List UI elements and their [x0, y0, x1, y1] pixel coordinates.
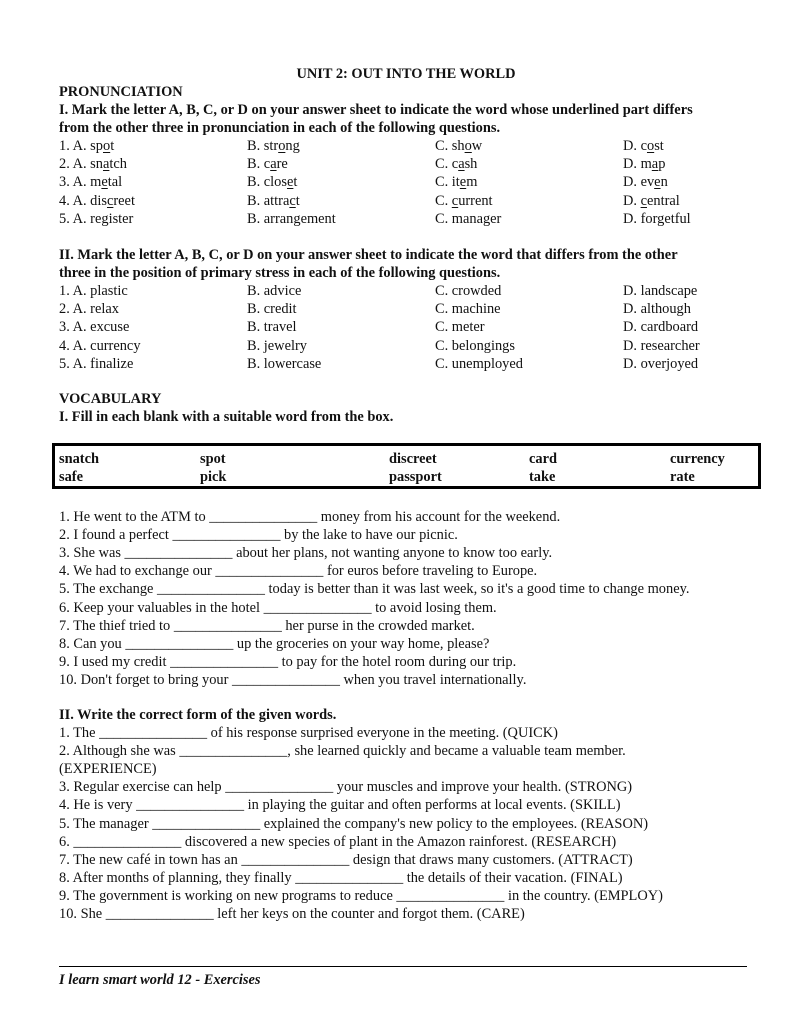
vocabulary-heading: VOCABULARY [59, 391, 162, 407]
answer-option [623, 155, 665, 173]
exercise-sentence: 1. The _______________ of his response surprised everyone in the meeting. (QUICK) [59, 725, 558, 741]
answer-option: 1. A. plastic [59, 283, 128, 299]
underlined-part: c [106, 192, 114, 209]
exercise-sentence: 5. The manager _______________ explained the company's new policy to the employees. (REASON) [59, 815, 649, 832]
underlined-part: a [651, 156, 659, 173]
exercise-sentence: 4. We had to exchange our _______________ for euros before traveling to Europe. [59, 563, 538, 580]
option-text: B. attra [247, 192, 290, 209]
answer-option: D. overjoyed [623, 355, 699, 372]
underlined-part: a [270, 156, 277, 173]
option-text: C. mana [435, 210, 483, 227]
underlined-part: g [657, 210, 665, 227]
option-text: t [295, 192, 300, 209]
option-text: 1. A. sp [59, 138, 103, 154]
answer-option: B. jewelry [247, 337, 307, 354]
option-text: C. c [435, 156, 459, 173]
option-text: D. [623, 192, 641, 209]
word-box-item: pick [200, 469, 227, 485]
answer-option [59, 155, 127, 173]
option-text: ement [300, 210, 336, 227]
answer-option [247, 210, 336, 228]
answer-option: 2. A. relax [59, 301, 119, 318]
answer-option: 5. A. finalize [59, 355, 134, 372]
exercise-sentence: 8. After months of planning, they finally _______________ the details of their vacation. (FINAL) [59, 869, 623, 886]
option-text: t [110, 138, 115, 154]
option-text: 5. A. re [59, 210, 102, 227]
answer-option [59, 210, 133, 228]
answer-option: C. crowded [435, 283, 502, 299]
underlined-part: o [102, 138, 111, 154]
exercise-sentence: 5. The exchange _______________ today is better than it was last week, so it's a good time to change money. [59, 581, 690, 598]
exercise-sentence: 8. Can you _______________ up the groceries on your way home, please? [59, 635, 490, 652]
answer-option: C. machine [435, 301, 501, 318]
option-text: ng [285, 138, 300, 154]
answer-option: 3. A. excuse [59, 319, 130, 336]
word-box-item: spot [200, 451, 226, 467]
vocab-part1-instruction: I. Fill in each blank with a suitable word from the box. [59, 409, 394, 425]
option-text: D. c [623, 138, 647, 154]
answer-option: D. landscape [623, 283, 698, 299]
option-text: entral [646, 192, 680, 209]
exercise-sentence: 9. I used my credit _______________ to pay for the hotel room during our trip. [59, 653, 517, 670]
underlined-part: g [101, 210, 109, 227]
word-box-item: rate [670, 469, 695, 485]
exercise-sentence: 4. He is very _______________ in playing the guitar and often performs at local events. (SKILL) [59, 797, 621, 814]
underlined-part: o [464, 138, 472, 154]
word-box-item: safe [59, 469, 83, 485]
answer-option [59, 192, 135, 210]
answer-option: B. credit [247, 301, 297, 318]
underlined-part: c [451, 192, 459, 209]
exercise-sentence: 7. The thief tried to _______________ her purse in the crowded market. [59, 617, 475, 634]
answer-option: C. unemployed [435, 355, 523, 372]
option-text: B. arran [247, 210, 294, 227]
underlined-part: e [101, 174, 108, 191]
option-text: m [466, 174, 478, 191]
option-text: 3. A. m [59, 174, 102, 191]
answer-option [435, 192, 493, 210]
footer-text: I learn smart world 12 - Exercises [59, 972, 261, 988]
pron-part1-instruction-line1: I. Mark the letter A, B, C, or D on your answer sheet to indicate the word whose underlined part differs [59, 102, 693, 118]
underlined-part: e [654, 174, 661, 191]
option-text: C. it [435, 174, 460, 191]
answer-option [247, 192, 300, 210]
option-text: etful [664, 210, 691, 227]
answer-option [59, 173, 122, 191]
pron-part2-instruction-line1: II. Mark the letter A, B, C, or D on your answer sheet to indicate the word that differs from the other [59, 247, 678, 263]
exercise-sentence: 9. The government is working on new programs to reduce _______________ in the country. (EMPLOY) [59, 887, 663, 904]
answer-option: B. lowercase [247, 355, 322, 372]
exercise-sentence: 6. Keep your valuables in the hotel _______________ to avoid losing them. [59, 599, 497, 616]
underlined-part: e [459, 174, 467, 191]
exercise-sentence: 1. He went to the ATM to _______________ money from his account for the weekend. [59, 509, 561, 525]
answer-option [247, 173, 297, 191]
pron-part2-instruction-line2: three in the position of primary stress in each of the following questions. [59, 265, 501, 281]
underlined-part: g [482, 210, 491, 227]
word-box-item: take [529, 469, 556, 485]
answer-option [623, 210, 691, 228]
answer-option: D. cardboard [623, 319, 699, 336]
footer-rule [59, 966, 747, 967]
word-box-item: passport [389, 469, 442, 485]
exercise-sentence: 2. I found a perfect _______________ by the lake to have our picnic. [59, 527, 458, 544]
answer-option: 4. A. currency [59, 337, 141, 354]
underlined-part: a [458, 156, 465, 173]
option-text: tal [107, 174, 123, 191]
word-box-item: discreet [389, 451, 437, 467]
underlined-part: g [293, 210, 301, 227]
answer-option [435, 210, 501, 228]
answer-option [247, 155, 288, 173]
option-text: 4. A. dis [59, 192, 107, 209]
option-text: sh [464, 156, 478, 173]
pron-part1-instruction-line2: from the other three in pronunciation in each of the following questions. [59, 120, 501, 136]
answer-option: D. although [623, 301, 691, 318]
answer-option [623, 137, 664, 155]
word-box-item: card [529, 451, 557, 467]
answer-option: B. advice [247, 283, 302, 299]
answer-option [435, 155, 477, 173]
underlined-part: e [286, 174, 294, 191]
option-text: p [658, 156, 666, 173]
answer-option: C. meter [435, 319, 485, 336]
option-text: re [276, 156, 288, 173]
page-title: UNIT 2: OUT INTO THE WORLD [296, 66, 516, 82]
word-box [52, 443, 761, 489]
word-box-item: currency [670, 451, 725, 467]
exercise-sentence: 2. Although she was _______________, she learned quickly and became a valuable team member. [59, 743, 626, 760]
exercise-sentence: 6. _______________ discovered a new species of plant in the Amazon rainforest. (RESEARCH) [59, 833, 617, 850]
pronunciation-heading: PRONUNCIATION [59, 84, 183, 100]
option-text: w [471, 138, 483, 154]
option-text: reet [113, 192, 135, 209]
option-text: C. [435, 192, 452, 209]
underlined-part: c [289, 192, 296, 209]
option-text: t [293, 174, 298, 191]
option-text: tch [109, 156, 127, 173]
answer-option: D. researcher [623, 337, 700, 354]
vocab-part2-instruction: II. Write the correct form of the given words. [59, 707, 337, 723]
underlined-part: c [640, 192, 647, 209]
answer-option [435, 137, 482, 155]
underlined-part: o [278, 138, 286, 154]
option-text: 2. A. sn [59, 156, 103, 173]
option-text: n [660, 174, 668, 191]
option-text: B. c [247, 156, 271, 173]
option-text: st [654, 138, 664, 154]
exercise-sentence: 10. Don't forget to bring your _______________ when you travel internationally. [59, 671, 527, 688]
answer-option [623, 173, 668, 191]
answer-option [247, 137, 300, 155]
exercise-sentence: 7. The new café in town has an _______________ design that draws many customers. (ATTRACT) [59, 851, 633, 868]
exercise-sentence: 3. She was _______________ about her plans, not wanting anyone to know too early. [59, 545, 553, 562]
exercise-sentence: (EXPERIENCE) [59, 761, 157, 778]
answer-option: C. belongings [435, 337, 515, 354]
underlined-part: a [102, 156, 110, 173]
option-text: er [490, 210, 502, 227]
option-text: D. for [623, 210, 658, 227]
word-box-item: snatch [59, 451, 99, 467]
option-text: B. clos [247, 174, 287, 191]
option-text: urrent [458, 192, 493, 209]
answer-option [623, 192, 680, 210]
option-text: D. m [623, 156, 652, 173]
underlined-part: o [646, 138, 655, 154]
answer-option [59, 137, 114, 155]
option-text: ister [108, 210, 134, 227]
option-text: D. ev [623, 174, 655, 191]
answer-option: B. travel [247, 319, 297, 336]
exercise-sentence: 3. Regular exercise can help _______________ your muscles and improve your health. (STRONG) [59, 779, 633, 796]
answer-option [435, 173, 477, 191]
option-text: C. sh [435, 138, 465, 154]
option-text: B. str [247, 138, 279, 154]
exercise-sentence: 10. She _______________ left her keys on the counter and forgot them. (CARE) [59, 906, 525, 922]
